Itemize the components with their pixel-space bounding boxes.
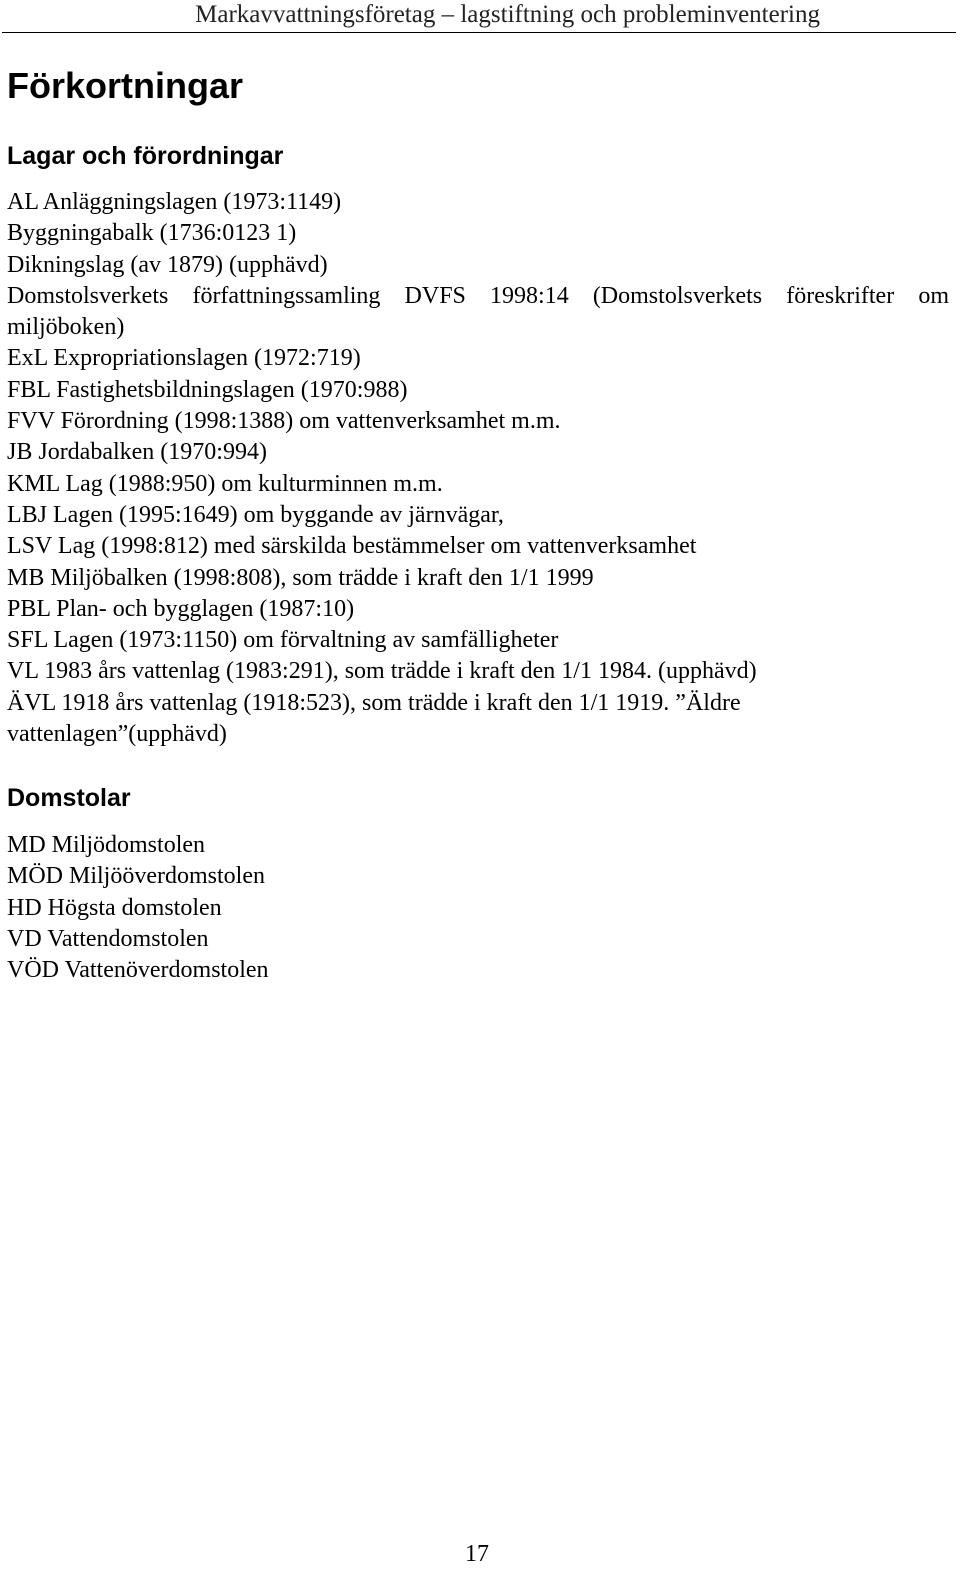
court-entry-vd: VD Vattendomstolen — [7, 925, 209, 952]
law-entry-kml: KML Lag (1988:950) om kulturminnen m.m. — [7, 470, 443, 497]
law-entry-sfl: SFL Lagen (1973:1150) om förvaltning av samfälligheter — [7, 627, 559, 654]
law-entry-dikningslag: Dikningslag (av 1879) (upphävd) — [7, 251, 328, 278]
section-heading-laws: Lagar och förordningar — [7, 142, 284, 170]
law-entry-avl: ÄVL 1918 års vattenlag (1918:523), som trädde i kraft den 1/1 1919. ”Äldre vattenlagen”(upphävd) — [7, 689, 741, 748]
section-heading-courts: Domstolar — [7, 784, 131, 812]
law-entry-dvfs: Domstolsverkets författningssamling DVFS 1998:14 (Domstolsverkets föreskrifter om miljöboken) — [7, 282, 949, 341]
courts-list — [7, 830, 607, 986]
court-entry-hd: HD Högsta domstolen — [7, 894, 222, 921]
law-entry-pbl: PBL Plan- och bygglagen (1987:10) — [7, 595, 355, 622]
running-header: Markavvattningsföretag – lagstiftning och probleminventering — [195, 1, 820, 28]
law-entry-mb: MB Miljöbalken (1998:808), som trädde i kraft den 1/1 1999 — [7, 564, 594, 591]
page-title: Förkortningar — [7, 65, 244, 106]
law-entry-byggningabalk: Byggningabalk (1736:0123 1) — [7, 220, 297, 247]
law-entry-al: AL Anläggningslagen (1973:1149) — [7, 189, 342, 215]
court-entry-mod: MÖD Miljööverdomstolen — [7, 863, 265, 890]
law-entry-lbj: LBJ Lagen (1995:1649) om byggande av järnvägar, — [7, 501, 504, 528]
court-entry-vod: VÖD Vattenöverdomstolen — [7, 957, 269, 984]
court-entry-md: MD Miljödomstolen — [7, 832, 206, 858]
law-entry-exl: ExL Expropriationslagen (1972:719) — [7, 345, 361, 372]
law-entry-lsv: LSV Lag (1998:812) med särskilda bestämmelser om vattenverksamhet — [7, 533, 697, 560]
page-number: 17 — [465, 1541, 489, 1567]
laws-list — [7, 187, 949, 750]
law-entry-jb: JB Jordabalken (1970:994) — [7, 439, 267, 466]
law-entry-fvv: FVV Förordning (1998:1388) om vattenverksamhet m.m. — [7, 408, 561, 435]
header-rule — [2, 32, 956, 33]
law-entry-vl: VL 1983 års vattenlag (1983:291), som trädde i kraft den 1/1 1984. (upphävd) — [7, 658, 757, 685]
law-entry-fbl: FBL Fastighetsbildningslagen (1970:988) — [7, 376, 408, 403]
